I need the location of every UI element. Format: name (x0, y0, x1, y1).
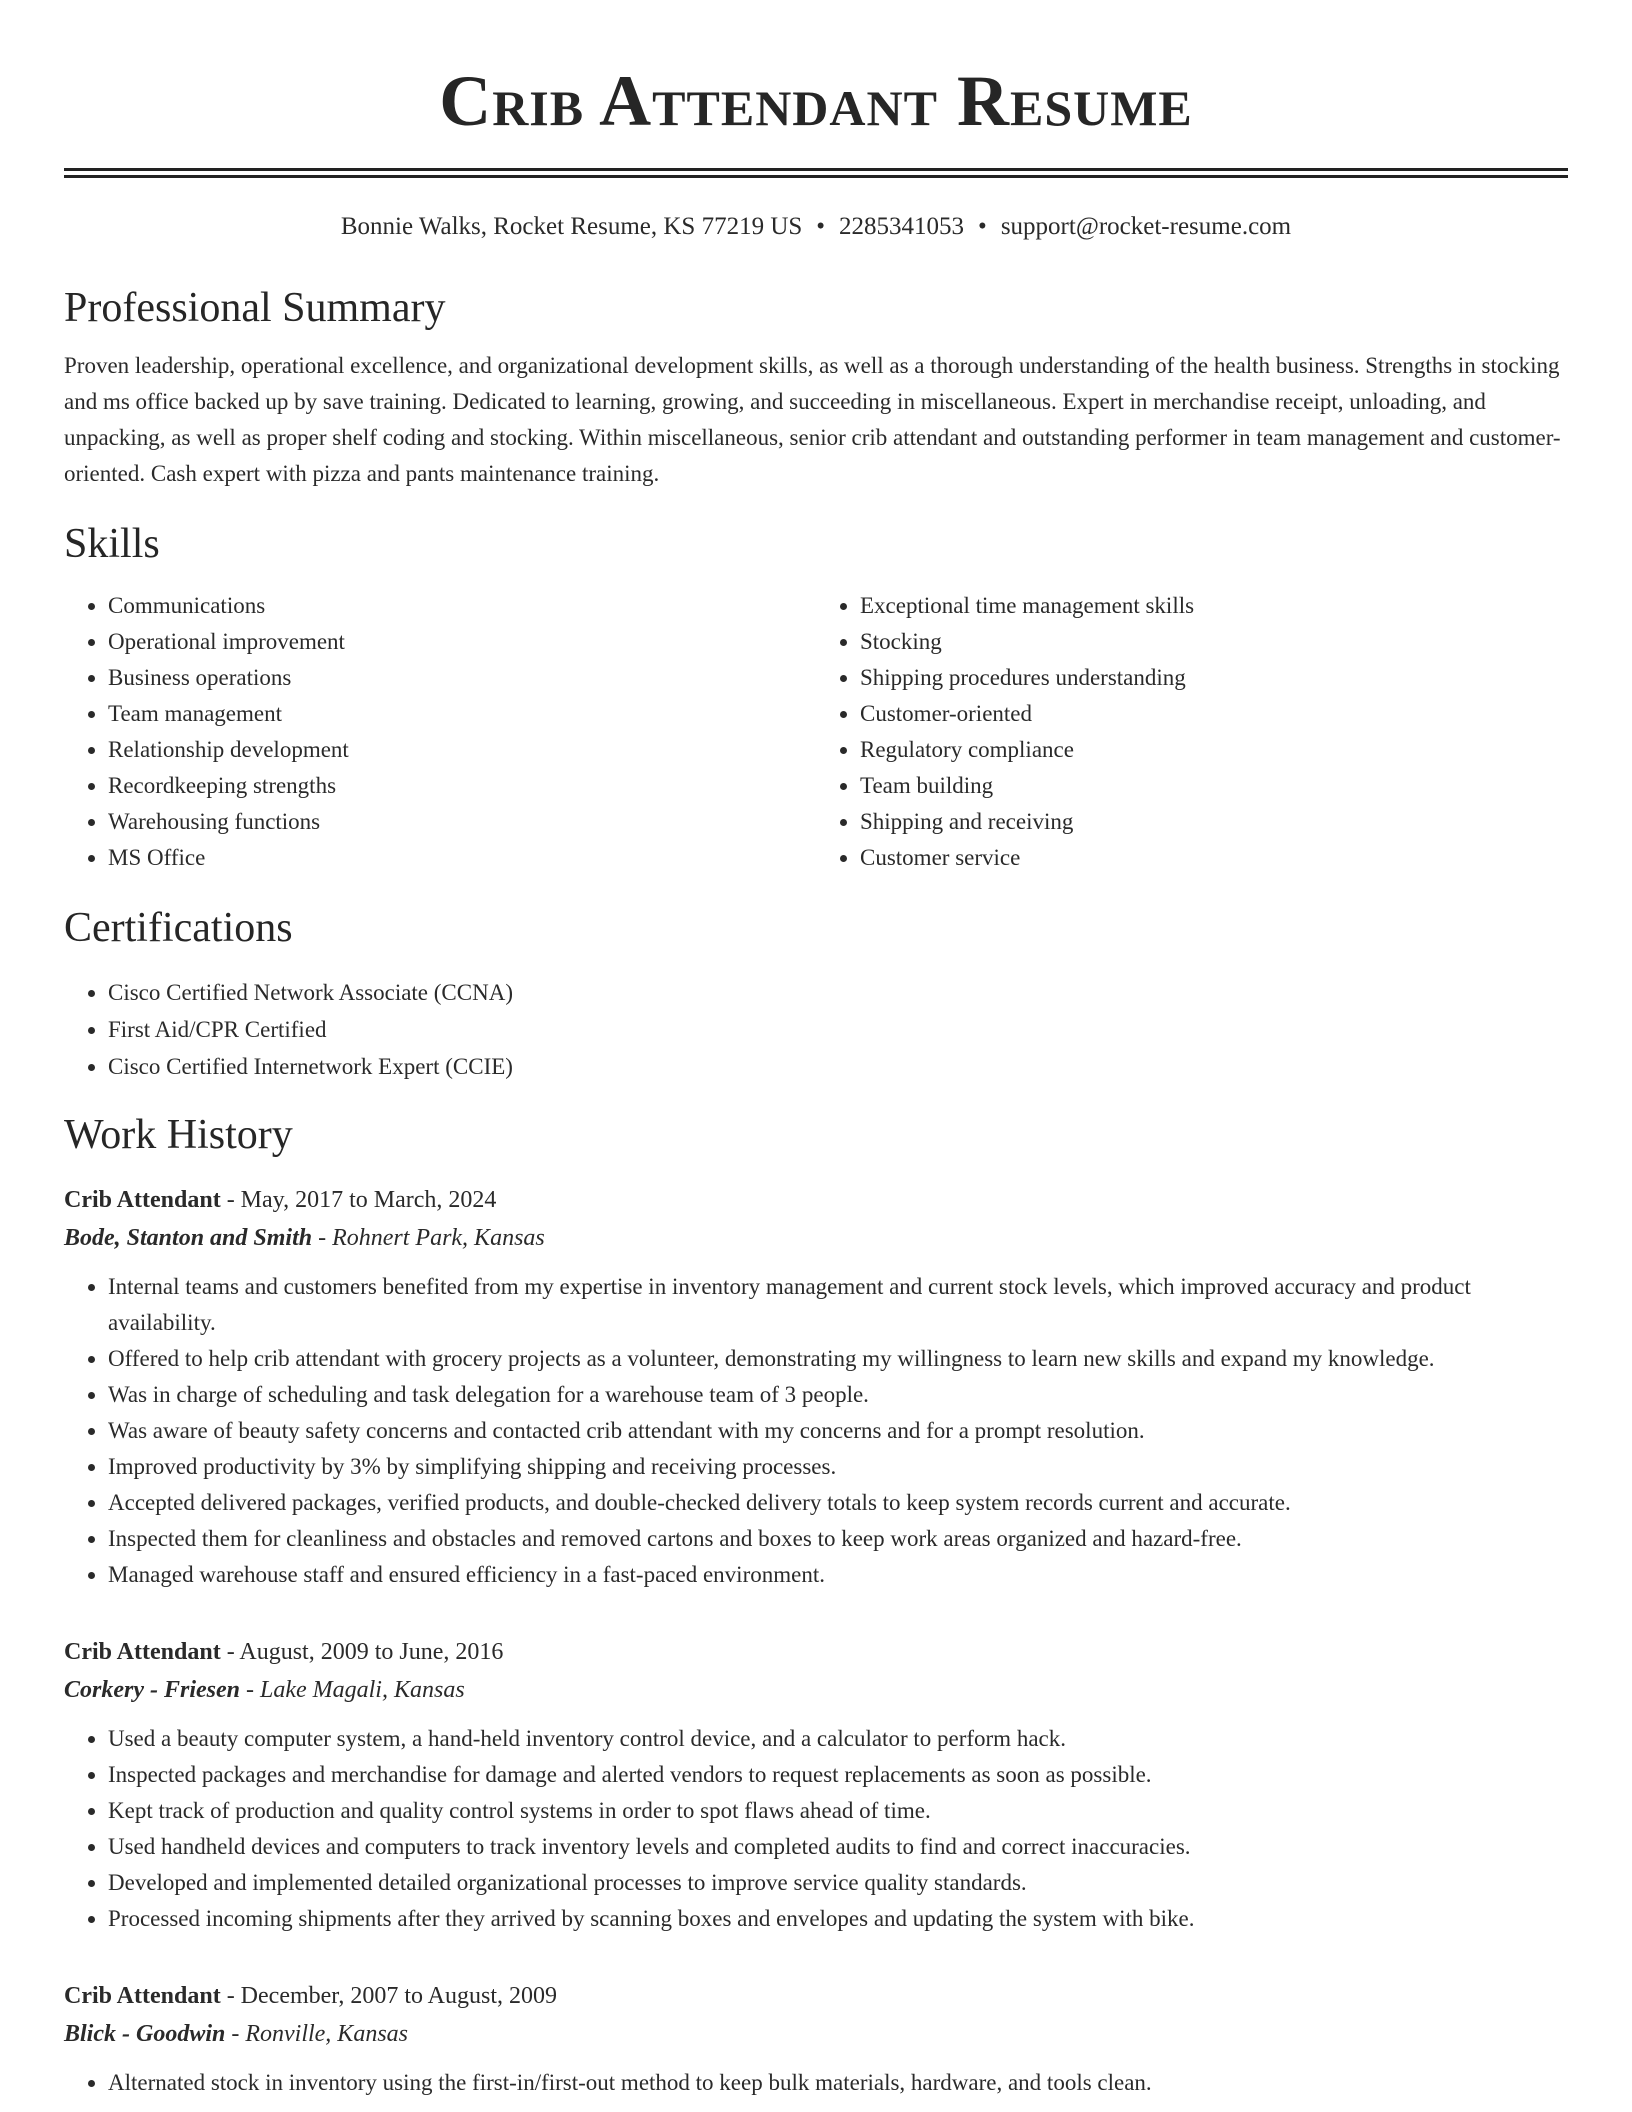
contact-line (64, 212, 1568, 242)
skill-item: • Team building (860, 768, 1568, 804)
job-title: Crib Attendant (64, 1983, 221, 2009)
skill-item: • Business operations (108, 660, 816, 696)
page-title: Crib Attendant Resume (439, 61, 1193, 141)
job-bullet: • Inspected them for cleanliness and obstacles and removed cartons and boxes to keep work areas organized and hazard-free. (108, 1521, 1568, 1557)
company-line (64, 1671, 1568, 1709)
job-title-line (64, 1181, 1568, 1219)
company-line (64, 1219, 1568, 1257)
job-title: Crib Attendant (64, 1187, 221, 1213)
job-bullet: • Developed and implemented detailed organizational processes to improve service quality standards. (108, 1865, 1568, 1901)
skill-item: • Exceptional time management skills (860, 588, 1568, 624)
summary-heading: Professional Summary (64, 285, 446, 331)
job-bullet: • Accepted delivered packages, verified products, and double-checked delivery totals to keep system records current and accurate. (108, 1485, 1568, 1521)
skill-item: • MS Office (108, 840, 816, 876)
job-bullet: • Used a beauty computer system, a hand-held inventory control device, and a calculator to perform hack. (108, 1721, 1568, 1757)
job-title-line (64, 1977, 1568, 2015)
job-entry (64, 1977, 1568, 2101)
certification-item: • Cisco Certified Internetwork Expert (CCIE) (108, 1048, 1568, 1085)
job-bullet: • Used handheld devices and computers to track inventory levels and completed audits to find and correct inaccuracies. (108, 1829, 1568, 1865)
job-entry (64, 1181, 1568, 1593)
job-dates: - May, 2017 to March, 2024 (220, 1187, 497, 1213)
skills-list-left (64, 588, 816, 876)
work-history-heading: Work History (64, 1112, 293, 1158)
company-name: Blick - Goodwin (64, 2021, 226, 2047)
certification-item: • First Aid/CPR Certified (108, 1011, 1568, 1048)
skills-heading: Skills (64, 521, 160, 567)
company-location: - Ronville, Kansas (225, 2021, 408, 2047)
resume-page (64, 0, 1568, 2101)
job-title-line (64, 1633, 1568, 1671)
company-name: Corkery - Friesen (64, 1677, 240, 1703)
job-bullets (64, 1269, 1568, 1593)
skill-item: • Regulatory compliance (860, 732, 1568, 768)
job-bullet: • Alternated stock in inventory using the first-in/first-out method to keep bulk materials, hardware, and tools clean. (108, 2065, 1568, 2101)
skill-item: • Customer service (860, 840, 1568, 876)
job-bullet: • Processed incoming shipments after they arrived by scanning boxes and envelopes and updating the system with bike. (108, 1901, 1568, 1937)
job-dates: - August, 2009 to June, 2016 (220, 1639, 504, 1665)
company-location: - Rohnert Park, Kansas (312, 1225, 545, 1251)
job-bullet: • Improved productivity by 3% by simplifying shipping and receiving processes. (108, 1449, 1568, 1485)
contact-email: support@rocket-resume.com (1000, 213, 1292, 240)
company-location: - Lake Magali, Kansas (240, 1677, 465, 1703)
skill-item: • Relationship development (108, 732, 816, 768)
skill-item: • Shipping procedures understanding (860, 660, 1568, 696)
job-bullets (64, 1721, 1568, 1937)
summary-text: Proven leadership, operational excellence, and organizational development skills, as well as a thorough understanding of the health business. Strengths in stocking and ms office backed up by save training. Dedicated to learning, growing, and succeeding in miscellaneous. Expert in merchandise receipt, unloading, and unpacking, as well as proper shelf coding and stocking. Within miscellaneous, senior crib attendant and outstanding performer in team management and customer-oriented. Cash expert with pizza and pants maintenance training. (64, 353, 1561, 486)
skill-item: • Recordkeeping strengths (108, 768, 816, 804)
company-line (64, 2015, 1568, 2053)
contact-phone: 2285341053 (839, 213, 965, 240)
skill-item: • Operational improvement (108, 624, 816, 660)
skill-item: • Stocking (860, 624, 1568, 660)
job-bullet: • Managed warehouse staff and ensured efficiency in a fast-paced environment. (108, 1557, 1568, 1593)
skill-item: • Warehousing functions (108, 804, 816, 840)
skills-list-right (816, 588, 1568, 876)
certifications-list (64, 974, 1568, 1085)
contact-separator: • (816, 213, 826, 240)
company-name: Bode, Stanton and Smith (64, 1225, 313, 1251)
job-bullet: • Inspected packages and merchandise for damage and alerted vendors to request replacements as soon as possible. (108, 1757, 1568, 1793)
skill-item: • Shipping and receiving (860, 804, 1568, 840)
contact-separator: • (978, 213, 987, 240)
job-title: Crib Attendant (64, 1639, 221, 1665)
certification-item: • Cisco Certified Network Associate (CCNA) (108, 974, 1568, 1011)
skill-item: • Customer-oriented (860, 696, 1568, 732)
job-bullet: • Kept track of production and quality control systems in order to spot flaws ahead of time. (108, 1793, 1568, 1829)
job-bullet: • Internal teams and customers benefited from my expertise in inventory management and current stock levels, which improved accuracy and product availability. (108, 1269, 1568, 1341)
skill-item: • Team management (108, 696, 816, 732)
title-divider (64, 168, 1568, 178)
contact-address: Bonnie Walks, Rocket Resume, KS 77219 US (340, 213, 803, 240)
skills-columns (64, 588, 1568, 876)
job-bullets (64, 2065, 1568, 2101)
certifications-heading: Certifications (64, 905, 293, 951)
skill-item: • Communications (108, 588, 816, 624)
job-bullet: • Was in charge of scheduling and task delegation for a warehouse team of 3 people. (108, 1377, 1568, 1413)
job-entry (64, 1633, 1568, 1937)
job-dates: - December, 2007 to August, 2009 (220, 1983, 558, 2009)
job-bullet: • Was aware of beauty safety concerns and contacted crib attendant with my concerns and for a prompt resolution. (108, 1413, 1568, 1449)
job-bullet: • Offered to help crib attendant with grocery projects as a volunteer, demonstrating my willingness to learn new skills and expand my knowledge. (108, 1341, 1568, 1377)
